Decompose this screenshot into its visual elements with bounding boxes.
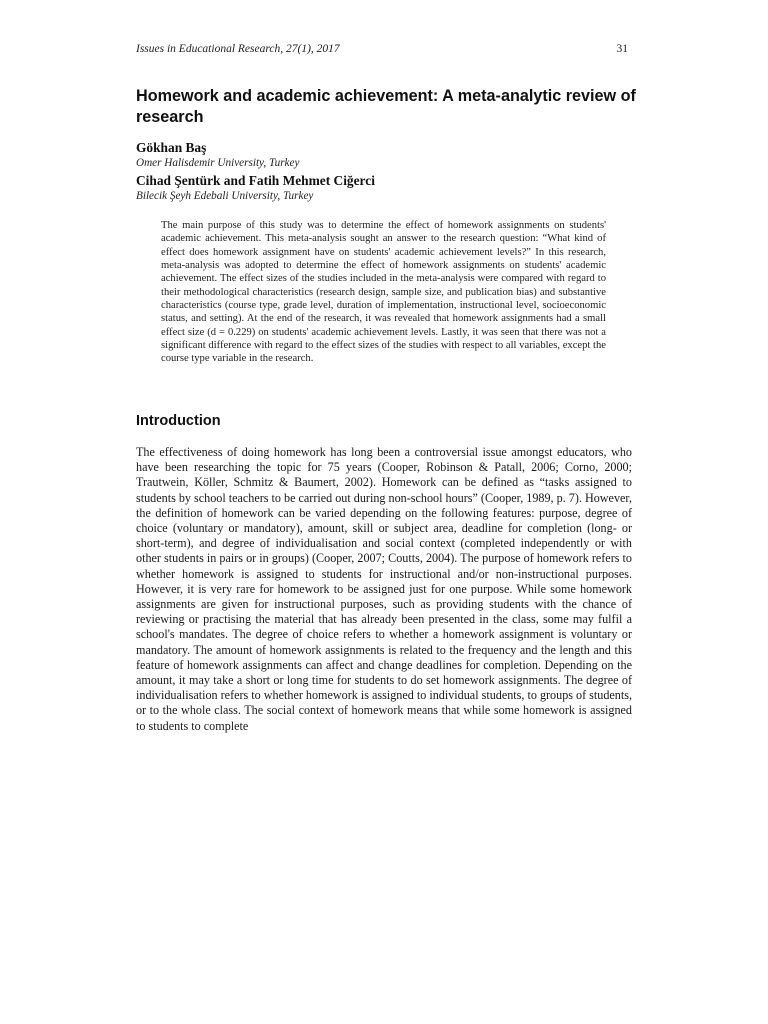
journal-running-head: Issues in Educational Research, 27(1), 2017 xyxy=(136,43,340,55)
page-number: 31 xyxy=(616,43,628,55)
author-affiliation: Omer Halisdemir University, Turkey xyxy=(136,157,300,169)
author-name: Gökhan Baş xyxy=(136,140,207,155)
author-name: Cihad Şentürk and Fatih Mehmet Ciğerci xyxy=(136,173,375,188)
author-affiliation: Bilecik Şeyh Edebali University, Turkey xyxy=(136,190,314,202)
abstract: The main purpose of this study was to determine the effect of homework assignments on students' academic achievement. This meta-analysis sought an answer to the research question: “What kind of effect does homework assignment have on students' academic achievement levels?” In this research, meta-analysis was adopted to determine the effect of homework assignments on students' academic achievement. The effect sizes of the studies included in the meta-analysis were compared with regard to their methodological characteristics (research design, sample size, and publication bias) and substantive characteristics (course type, grade level, duration of implementation, instructional level, socioeconomic status, and setting). At the end of the research, it was revealed that homework assignments had a small effect size (d = 0.229) on students' academic achievement levels. Lastly, it was seen that there was not a significant difference with regard to the effect sizes of the studies with respect to all variables, except the course type variable in the research. xyxy=(161,220,606,365)
article-title: Homework and academic achievement: A meta-analytic review of research xyxy=(136,87,636,126)
section-heading-introduction: Introduction xyxy=(136,413,221,429)
author-block xyxy=(136,139,636,205)
introduction-paragraph: The effectiveness of doing homework has long been a controversial issue amongst educators, who have been researching the topic for 75 years (Cooper, Robinson & Patall, 2006; Corno, 2000; Trautwein, Köller, Schmitz & Baumert, 2002). Homework can be defined as “tasks assigned to students by school teachers to be carried out during non-school hours” (Cooper, 1989, p. 7). However, the definition of homework can be varied depending on the following features: purpose, degree of choice (voluntary or mandatory), amount, skill or subject area, deadline for completion (long- or short-term), and degree of individualisation and social context (completed independently or with other students in pairs or in groups) (Cooper, 2007; Coutts, 2004). The purpose of homework refers to whether homework is assigned to students for instructional and/or non-instructional purposes. However, it is very rare for homework to be assigned just for one purpose. While some homework assignments are given for instructional purposes, such as providing students with the chance of reviewing or practising the material that has already been presented in the class, some may fulfil a school's mandates. The degree of choice refers to whether a homework assignment is voluntary or mandatory. The amount of homework assignments is related to the frequency and the length and this feature of homework assignments can affect and change deadlines for completion. Depending on the amount, it may take a short or long time for students to do set homework assignments. The degree of individualisation refers to whether homework is assigned to individual students, to groups of students, or to the whole class. The social context of homework means that while some homework is assigned to students to complete xyxy=(136,445,633,733)
